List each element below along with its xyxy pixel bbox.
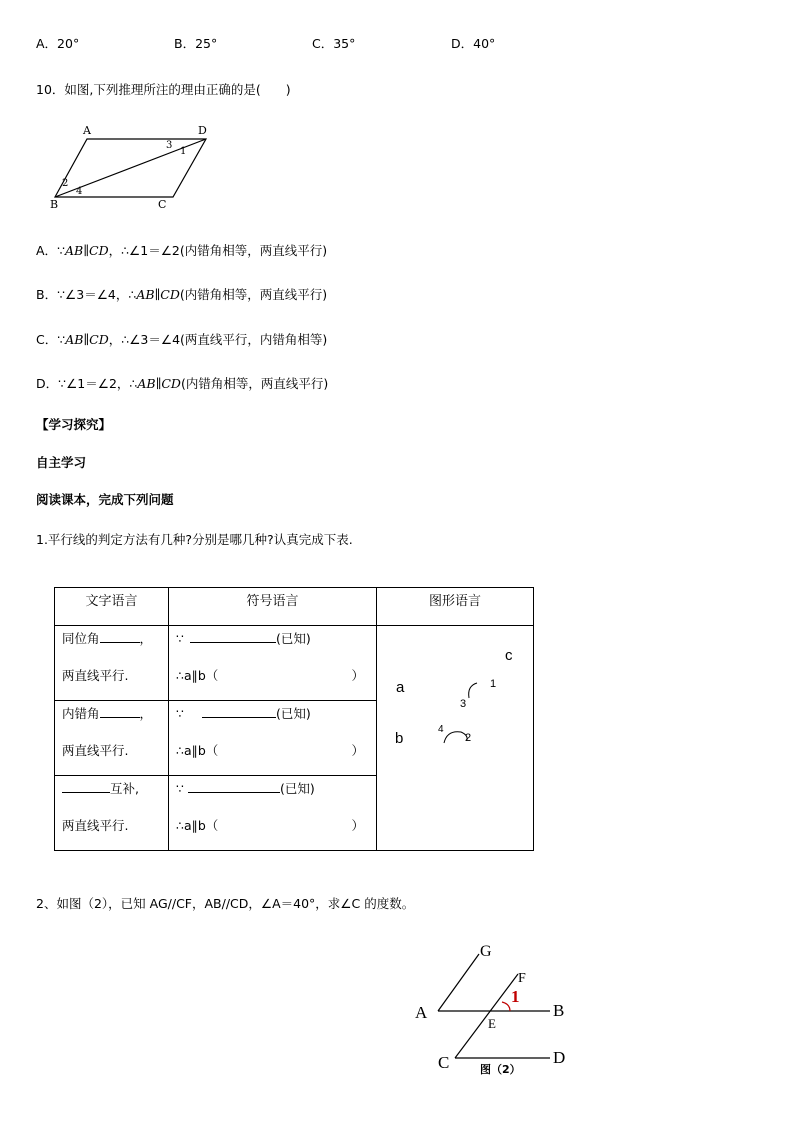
section-heading: 【学习探究】 (36, 417, 112, 432)
angle-2-arc (444, 732, 467, 743)
label-d: D (553, 1048, 566, 1067)
label-g: G (480, 943, 492, 960)
symbol-cell: ∵ (已知) ∴a∥b（ ） (169, 701, 377, 776)
fill-blank[interactable] (202, 705, 276, 718)
option-math: AB∥CD (65, 332, 109, 347)
q2-parallel-lines-figure (410, 936, 580, 1086)
header-figure-language: 图形语言 (377, 588, 534, 626)
label-a: A (415, 1003, 428, 1022)
q1-table (54, 587, 534, 851)
option-math: AB∥CD (137, 376, 181, 391)
label-d: D (198, 124, 207, 137)
option-text: (内错角相等，两直线平行) (179, 287, 328, 302)
option-text: ∵∠3＝∠4，∴ (57, 287, 137, 302)
label-c: C (158, 198, 167, 211)
table-row (55, 626, 534, 701)
q10-option-a (36, 241, 327, 259)
header-symbol-language: 符号语言 (169, 588, 377, 626)
label-a: A (83, 124, 91, 137)
fill-blank[interactable] (100, 630, 140, 643)
angle-1-arc (469, 683, 477, 698)
angle-1-label: 1 (180, 146, 187, 157)
subheading-self-study: 自主学习 (36, 455, 87, 470)
header-word-language: 文字语言 (55, 588, 169, 626)
option-math: AB∥CD (136, 287, 180, 302)
q1-stem: 1.平行线的判定方法有几种?分别是哪几种?认真完成下表. (36, 532, 353, 547)
q2-stem: 2、如图（2），已知 AG//CF，AB//CD，∠A＝40°，求∠C 的度数。 (36, 896, 415, 911)
q1-angle-figure (377, 626, 533, 850)
option-text: ∵ (57, 332, 66, 347)
option-letter: D． (36, 376, 59, 391)
word-cell: 互补, 两直线平行. (55, 776, 169, 851)
figure-caption: 图（2） (480, 1063, 521, 1076)
symbol-cell: ∵ (已知) ∴a∥b（ ） (169, 626, 377, 701)
q9-option-b: B．25° (174, 36, 218, 51)
option-letter: A． (36, 243, 58, 258)
subheading-reading: 阅读课本，完成下列问题 (36, 492, 174, 507)
angle-4-label: 4 (76, 186, 83, 197)
fill-blank[interactable] (100, 705, 140, 718)
angle-2-label: 2 (62, 178, 69, 189)
angle-4-label: 4 (438, 724, 444, 735)
angle-3-label: 3 (166, 140, 173, 151)
label-b: b (395, 730, 404, 747)
fill-blank[interactable] (62, 780, 110, 793)
option-text: ，∴∠3＝∠4(两直线平行，内错角相等) (108, 332, 328, 347)
word-cell: 同位角 ， 两直线平行. (55, 626, 169, 701)
label-b: B (50, 198, 59, 211)
option-text: ∵∠1＝∠2，∴ (58, 376, 138, 391)
label-f: F (518, 971, 526, 986)
q10-option-c (36, 330, 327, 348)
angle-1-label: 1 (490, 678, 497, 690)
q10-option-d (36, 374, 328, 392)
angle-1-arc (502, 1002, 510, 1011)
option-text: (内错角相等，两直线平行) (180, 376, 329, 391)
q9-option-c: C．35° (312, 36, 356, 51)
q9-option-d: D．40° (451, 36, 496, 51)
q10-parallelogram-figure (40, 120, 230, 212)
symbol-cell: ∵ (已知) ∴a∥b（ ） (169, 776, 377, 851)
label-e: E (488, 1016, 496, 1031)
option-text: ∵ (57, 243, 66, 258)
line-ag (438, 954, 479, 1011)
option-letter: B． (36, 287, 58, 302)
label-c: c (505, 647, 513, 664)
label-c: C (438, 1053, 450, 1072)
angle-2-label: 2 (465, 732, 472, 744)
label-b: B (553, 1001, 565, 1020)
line-cf (455, 974, 518, 1058)
angle-3-label: 3 (460, 698, 467, 710)
angle-1-label: 1 (511, 987, 520, 1006)
option-letter: C． (36, 332, 58, 347)
word-cell: 内错角 ， 两直线平行. (55, 701, 169, 776)
figure-cell (377, 626, 534, 851)
q10-option-b (36, 285, 327, 303)
option-math: AB∥CD (65, 243, 109, 258)
label-a: a (396, 679, 405, 696)
option-text: ，∴∠1＝∠2(内错角相等，两直线平行) (108, 243, 328, 258)
fill-blank[interactable] (188, 780, 280, 793)
q9-option-a: A．20° (36, 36, 80, 51)
fill-blank[interactable] (190, 630, 276, 643)
q10-stem: 10．如图,下列推理所注的理由正确的是( ) (36, 82, 291, 97)
